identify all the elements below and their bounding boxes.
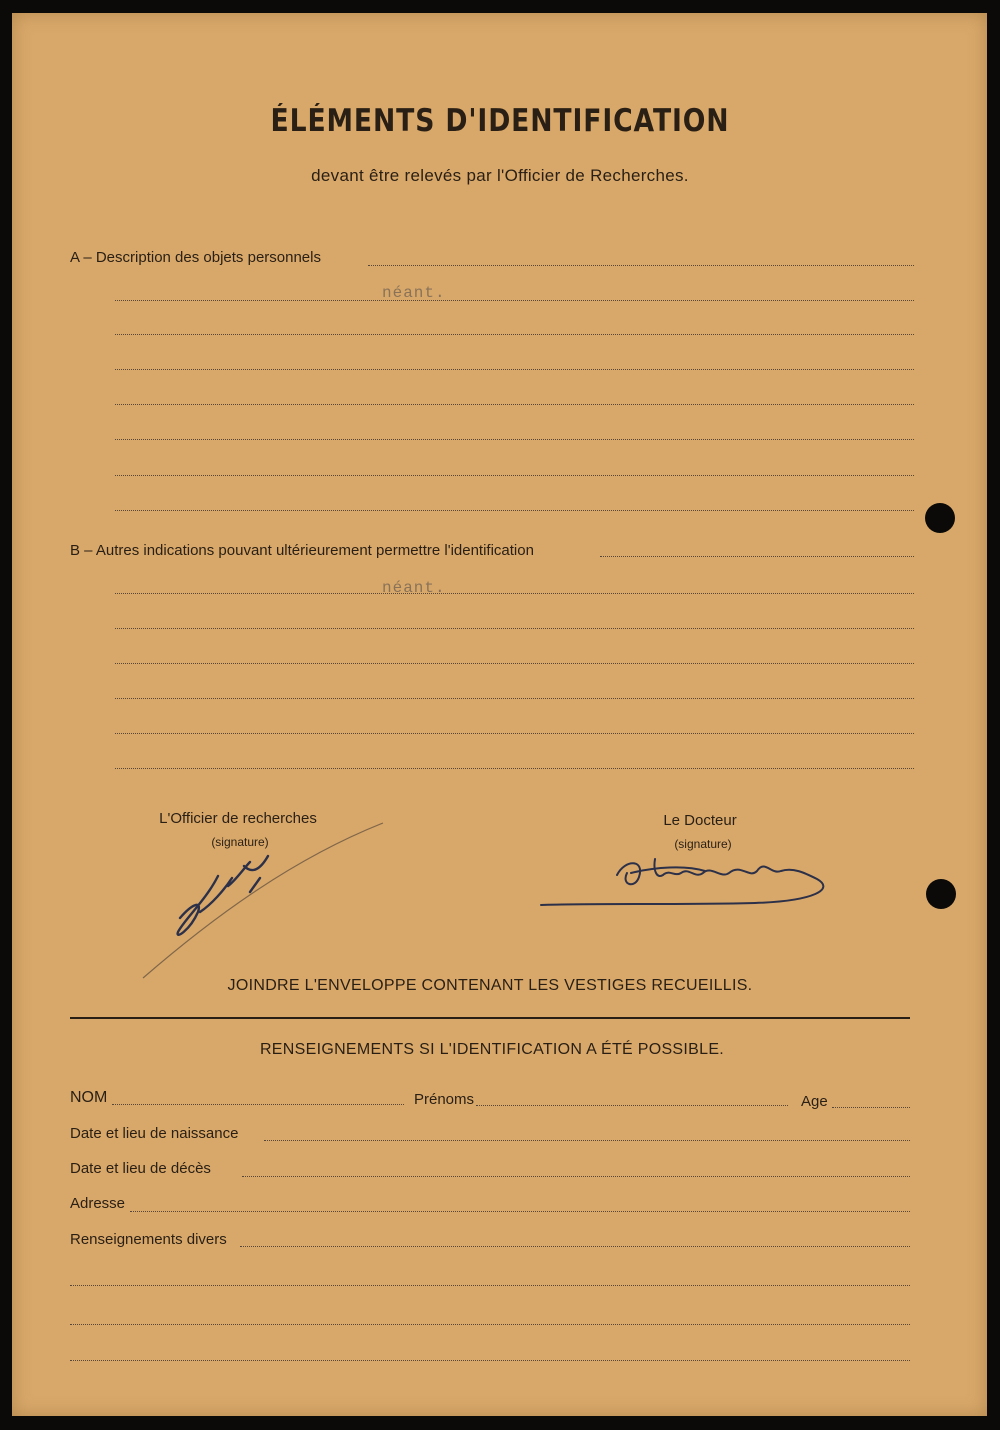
address-label: Adresse bbox=[70, 1195, 126, 1212]
address-field bbox=[130, 1211, 910, 1212]
section-b-line bbox=[115, 768, 914, 769]
section-b-line bbox=[115, 663, 914, 664]
punch-hole-bottom bbox=[926, 879, 956, 909]
section-a-label: A – Description des objets personnels bbox=[70, 249, 321, 266]
section-b-label: B – Autres indications pouvant ultérieurement permettre l'identification bbox=[70, 542, 534, 559]
officer-title: L'Officier de recherches bbox=[159, 810, 317, 827]
misc-line bbox=[70, 1324, 910, 1325]
section-a-line bbox=[115, 300, 914, 301]
death-field bbox=[242, 1176, 910, 1177]
section-a-line bbox=[115, 510, 914, 511]
section-b-line bbox=[115, 628, 914, 629]
section-b-line bbox=[115, 698, 914, 699]
section-a-line bbox=[115, 404, 914, 405]
section-b-line bbox=[115, 593, 914, 594]
misc-label: Renseignements divers bbox=[70, 1231, 227, 1248]
section-b-line bbox=[115, 733, 914, 734]
birth-label: Date et lieu de naissance bbox=[70, 1125, 239, 1142]
section-divider bbox=[70, 1017, 910, 1019]
birth-field bbox=[264, 1140, 910, 1141]
age-label: Age bbox=[801, 1093, 828, 1110]
officer-signature-note: (signature) bbox=[211, 835, 269, 849]
prenoms-field bbox=[476, 1105, 788, 1106]
section-a-value: néant. bbox=[382, 284, 446, 302]
age-field bbox=[832, 1107, 910, 1108]
doctor-signature bbox=[535, 845, 845, 915]
section-b-value: néant. bbox=[382, 579, 446, 597]
section-a-line bbox=[115, 334, 914, 335]
instruction-text: JOINDRE L'ENVELOPPE CONTENANT LES VESTIGES RECUEILLIS. bbox=[227, 977, 753, 994]
officer-signature bbox=[140, 820, 390, 980]
section-a-line bbox=[115, 369, 914, 370]
prenoms-label: Prénoms bbox=[414, 1091, 475, 1108]
misc-line bbox=[70, 1285, 910, 1286]
form-sheet bbox=[12, 13, 987, 1416]
misc-line bbox=[70, 1360, 910, 1361]
doctor-signature-note: (signature) bbox=[674, 837, 732, 851]
form-subtitle: devant être relevés par l'Officier de Recherches. bbox=[311, 166, 689, 185]
identification-heading: RENSEIGNEMENTS SI L'IDENTIFICATION A ÉTÉ POSSIBLE. bbox=[259, 1041, 725, 1058]
death-label: Date et lieu de décès bbox=[70, 1160, 211, 1177]
section-a-line bbox=[115, 475, 914, 476]
doctor-title: Le Docteur bbox=[663, 812, 737, 829]
form-title: ÉLÉMENTS D'IDENTIFICATION bbox=[270, 103, 730, 139]
punch-hole-top bbox=[925, 503, 955, 533]
section-b-line bbox=[600, 556, 914, 557]
section-a-line bbox=[368, 265, 914, 266]
misc-field bbox=[240, 1246, 910, 1247]
nom-field bbox=[112, 1104, 404, 1105]
nom-label: NOM bbox=[70, 1089, 108, 1106]
section-a-line bbox=[115, 439, 914, 440]
